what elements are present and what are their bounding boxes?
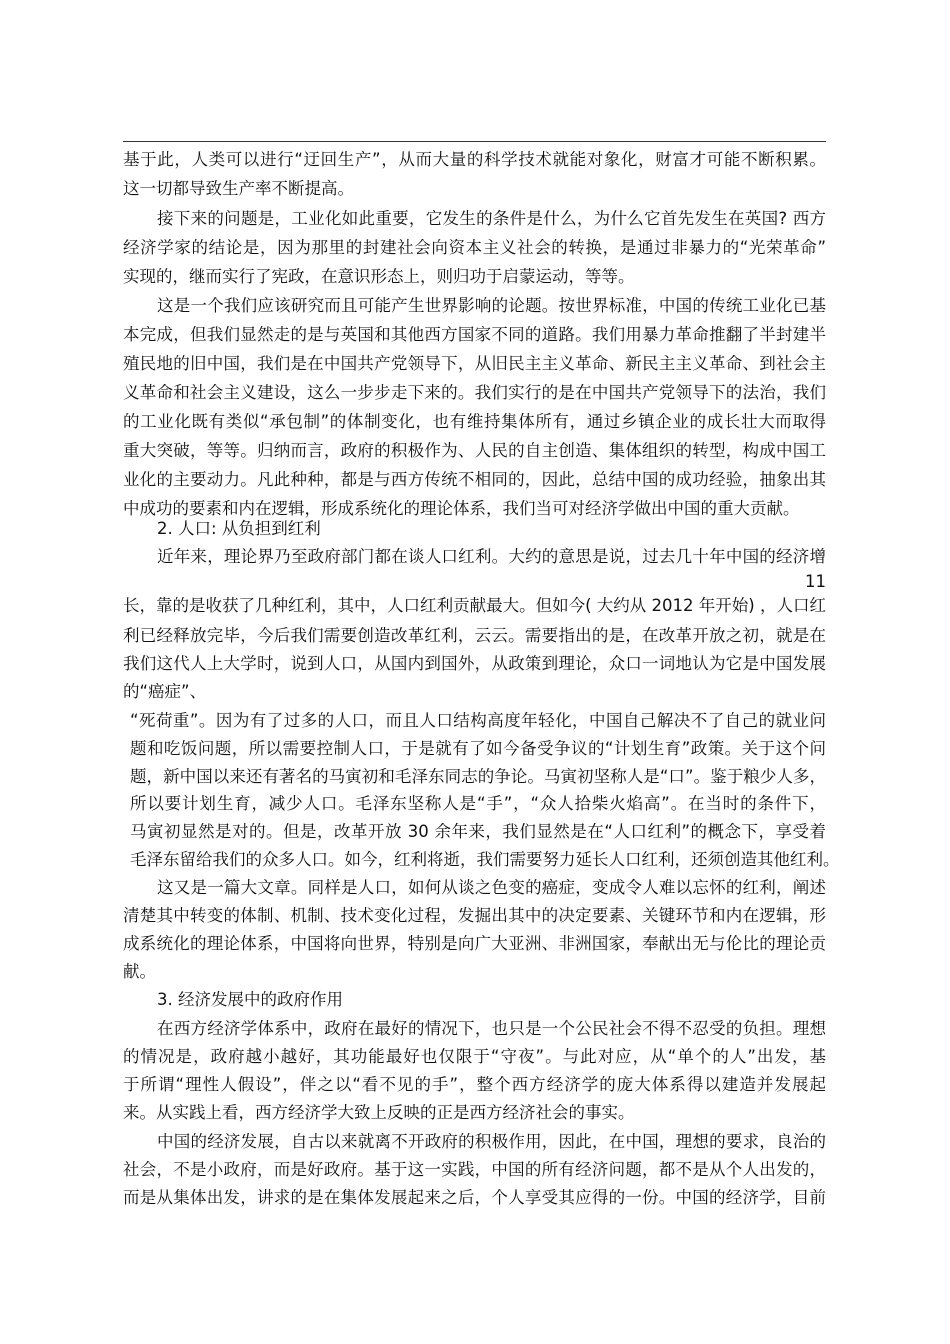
text-line: 题，新中国以来还有著名的马寅初和毛泽东同志的争论。马寅初坚称人是“口”。鉴于粮少人多， [130,767,826,786]
text-line: 来。从实践上看，西方经济学大致上反映的正是西方经济社会的事实。 [123,1103,635,1122]
text-line: 的“癌症”、 [123,682,207,701]
text-line: 所以要计划生育，减少人口。毛泽东坚称人是“手”，“众人拾柴火焰高”。在当时的条件下， [130,794,826,813]
text-line: 的情况是，政府越小越好，其功能最好也仅限于“守夜”。与此对应，从“单个的人”出发，基 [123,1047,826,1066]
text-line: 成系统化的理论体系，中国将向世界，特别是向广大亚洲、非洲国家，奉献出无与伦比的理论贡 [123,934,826,953]
text-line: 社会，不是小政府，而是好政府。基于这一实践，中国的所有经济问题，都不是从个人出发的， [123,1160,826,1179]
text-line: 近年来，理论界乃至政府部门都在谈人口红利。大约的意思是说，过去几十年中国的经济增 [157,547,826,566]
text-line: 义革命和社会主义建设，这么一步步走下来的。我们实行的是在中国共产党领导下的法治，我们 [123,383,826,402]
text-line: 本完成，但我们显然走的是与英国和其他西方国家不同的道路。我们用暴力革命推翻了半封建半 [123,325,826,344]
page-number: 11 [805,572,826,591]
text-line: 利已经释放完毕，今后我们需要创造改革红利，云云。需要指出的是，在改革开放之初，就是在 [123,626,826,645]
text-line: 经济学家的结论是，因为那里的封建社会向资本主义社会的转换，是通过非暴力的“光荣革命” [123,238,826,257]
text-line: 清楚其中转变的体制、机制、技术变化过程，发掘出其中的决定要素、关键环节和内在逻辑，形 [123,906,826,925]
text-line: 这是一个我们应该研究而且可能产生世界影响的论题。按世界标准，中国的传统工业化已基 [157,296,826,315]
header-rule [123,141,826,142]
text-line: 接下来的问题是，工业化如此重要，它发生的条件是什么，为什么它首先发生在英国? 西方 [157,209,826,228]
section-heading: 3. 经济发展中的政府作用 [157,990,343,1009]
text-line: 这一切都导致生产率不断提高。 [123,179,354,198]
text-line: 马寅初显然是对的。但是，改革开放 30 余年来，我们显然是在“人口红利”的概念下，享受着 [130,822,826,841]
text-line: 于所谓“理性人假设”，伴之以“看不见的手”，整个西方经济学的庞大体系得以建造并发展起 [123,1075,826,1094]
text-line: 实现的，继而实行了宪政，在意识形态上，则归功于启蒙运动，等等。 [123,267,635,286]
text-line: 在西方经济学体系中，政府在最好的情况下，也只是一个公民社会不得不忍受的负担。理想 [157,1019,826,1038]
text-line: 毛泽东留给我们的众多人口。如今，红利将逝，我们需要努力延长人口红利，还须创造其他红利。 [130,850,840,869]
text-line: 我们这代人上大学时，说到人口，从国内到国外，从政策到理论，众口一词地认为它是中国发展 [123,654,826,673]
text-line: 基于此，人类可以进行“迂回生产”，从而大量的科学技术就能对象化，财富才可能不断积累。 [123,150,826,169]
text-line: 而是从集体出发，讲求的是在集体发展起来之后，个人享受其应得的一份。中国的经济学，目前 [123,1188,826,1207]
text-line: 这又是一篇大文章。同样是人口，如何从谈之色变的癌症，变成令人难以忘怀的红利，阐述 [157,878,826,897]
text-line: “死荷重”。因为有了过多的人口，而且人口结构高度年轻化，中国自己解决不了自己的就业问 [130,711,826,730]
text-line: 题和吃饭问题，所以需要控制人口，于是就有了如今备受争议的“计划生育”政策。关于这个问 [130,739,826,758]
text-line: 殖民地的旧中国，我们是在中国共产党领导下，从旧民主主义革命、新民主主义革命、到社会主 [123,354,826,373]
text-line: 中国的经济发展，自古以来就离不开政府的积极作用，因此，在中国，理想的要求，良治的 [157,1132,826,1151]
text-line: 业化的主要动力。凡此种种，都是与西方传统不相同的，因此，总结中国的成功经验，抽象出其 [123,470,826,489]
text-line: 长，靠的是收获了几种红利，其中，人口红利贡献最大。但如今( 大约从 2012 年开始) ，人口红 [123,596,826,615]
text-line: 的工业化既有类似“承包制”的体制变化，也有维持集体所有，通过乡镇企业的成长壮大而取得 [123,412,826,431]
text-line: 重大突破，等等。归纳而言，政府的积极作为、人民的自主创造、集体组织的转型，构成中国工 [123,441,826,460]
text-line: 献。 [123,962,156,981]
section-heading: 2. 人口: 从负担到红利 [157,519,321,538]
text-line: 中成功的要素和内在逻辑，形成系统化的理论体系，我们当可对经济学做出中国的重大贡献。 [123,499,800,518]
